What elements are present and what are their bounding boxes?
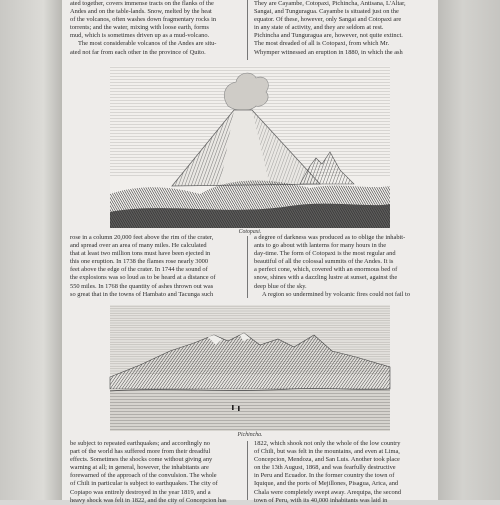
text-line: Sangai, and Tunguragua. Cayambe is situated just on the bbox=[254, 8, 399, 16]
text-line: town of Peru, with its 40,000 inhabitants was laid in bbox=[254, 496, 388, 504]
text-line: in any state of activity, and they are seldom at rest. bbox=[254, 24, 384, 32]
text-line: of Chili in particular is subject to earthquakes. The city of bbox=[70, 480, 218, 488]
text-line: of Chili, but was felt in the mountains, and even at Lima, bbox=[254, 448, 400, 456]
text-line: 1822, which shook not only the whole of the low country bbox=[254, 440, 401, 447]
text-line: mud, which is sometimes driven up as a mud-volcano. bbox=[70, 32, 210, 40]
pichincha-engraving bbox=[110, 305, 390, 431]
text-line: deep blue of the sky. bbox=[254, 282, 307, 290]
text-line: and spread over an area of many miles. He calculated bbox=[70, 242, 207, 250]
text-line: Pichincha and Tunguragua are, however, not quite extinct. bbox=[254, 32, 403, 40]
text-line: Whymper witnessed an eruption in 1880, in which the ash bbox=[254, 48, 403, 56]
text-line: feet above the edge of the crater. In 1744 the sound of bbox=[70, 266, 208, 274]
text-line: rose in a column 20,000 feet above the rim of the crater, bbox=[70, 234, 214, 241]
text-line: in Peru and Ecuador. In the former country the town of bbox=[254, 472, 395, 480]
text-line: beautiful of all the colossal summits of the Andes. It is bbox=[254, 258, 394, 266]
text-line: ated not far from each other in the province of Quito. bbox=[70, 48, 206, 56]
text-line: Andes and on the table-lands. Snow, melted by the heat bbox=[70, 8, 212, 16]
column-rule bbox=[247, 441, 248, 500]
top-left-column bbox=[70, 0, 246, 57]
top-text-block bbox=[70, 0, 430, 57]
text-line: so great that in the towns of Hambato and Tacunga such bbox=[70, 290, 214, 298]
text-line: Iquique, and the ports of Mejillones, Pisagua, Arica, and bbox=[254, 480, 399, 488]
bottom-right-column bbox=[254, 440, 430, 505]
text-line: a perfect cone, which, covered with an enormous bed of bbox=[254, 266, 398, 274]
book-page bbox=[62, 0, 438, 504]
book-right-page-edge bbox=[438, 0, 500, 500]
text-line: effects. Sometimes the shocks come without giving any bbox=[70, 456, 213, 464]
cotopaxi-caption: Cotopaxi. bbox=[238, 229, 262, 235]
cotopaxi-engraving bbox=[110, 66, 390, 228]
bottom-left-column bbox=[70, 440, 246, 505]
text-line: this one eruption. In 1738 the flames rose nearly 3000 bbox=[70, 258, 209, 266]
text-line: of the volcanos, often washes down fragmentary rocks in bbox=[70, 16, 217, 24]
text-line: part of the world has suffered more from their dreadful bbox=[70, 448, 211, 456]
text-line: The most dreaded of all is Cotopaxi, from which Mr. bbox=[254, 40, 390, 48]
top-right-column bbox=[254, 0, 430, 57]
pichincha-caption: Pichincha. bbox=[237, 432, 263, 438]
book-left-page-edge bbox=[0, 0, 62, 500]
text-line: forewarned of the approach of the convulsion. The whole bbox=[70, 472, 217, 480]
text-line: snow, shines with a dazzling lustre at sunset, against the bbox=[254, 274, 398, 282]
text-line: Copiapo was entirely destroyed in the year 1819, and a bbox=[70, 488, 211, 496]
text-line: heavy shock was felt in 1822, and the city of Concepcion has bbox=[70, 496, 227, 504]
text-line: be subject to repeated earthquakes; and accordingly no bbox=[70, 440, 211, 447]
text-line: The most considerable volcanos of the Andes are situ- bbox=[78, 40, 217, 48]
text-line: 550 miles. In 1768 the quantity of ashes thrown out was bbox=[70, 282, 214, 290]
text-line: ated together, covers immense tracts on the flanks of the bbox=[70, 0, 214, 7]
text-line: that at least two million tons must have been ejected in bbox=[70, 250, 211, 258]
middle-right-column bbox=[254, 234, 430, 299]
text-line: on the 13th August, 1868, and was fearfully destructive bbox=[254, 464, 396, 472]
text-line: Chala were completely swept away. Arequipa, the second bbox=[254, 488, 402, 496]
column-rule bbox=[247, 0, 248, 60]
text-line: ants to go about with lanterns for many hours in the bbox=[254, 242, 387, 250]
text-line: warning at all; in general, however, the inhabitants are bbox=[70, 464, 209, 472]
text-line: A region so undermined by volcanic fires could not fail to bbox=[262, 290, 411, 298]
bottom-text-block bbox=[70, 440, 430, 505]
text-line: They are Cayambe, Cotopaxi, Pichincha, Antisana, L'Altar, bbox=[254, 0, 406, 7]
text-line: day-time. The form of Cotopaxi is the most regular and bbox=[254, 250, 396, 258]
text-line: equator. Of these, however, only Sangai and Cotopaxi are bbox=[254, 16, 402, 24]
text-line: Concepcion, Mendoza, and San Luis. Another took place bbox=[254, 456, 400, 464]
text-line: the explosions was so loud as to be heard at a distance of bbox=[70, 274, 216, 282]
text-line: a degree of darkness was produced as to oblige the inhabit- bbox=[254, 234, 406, 241]
middle-text-block bbox=[70, 234, 430, 299]
text-line: torrents; and the water, mixing with loose earth, forms bbox=[70, 24, 209, 32]
column-rule bbox=[247, 236, 248, 298]
middle-left-column bbox=[70, 234, 246, 299]
